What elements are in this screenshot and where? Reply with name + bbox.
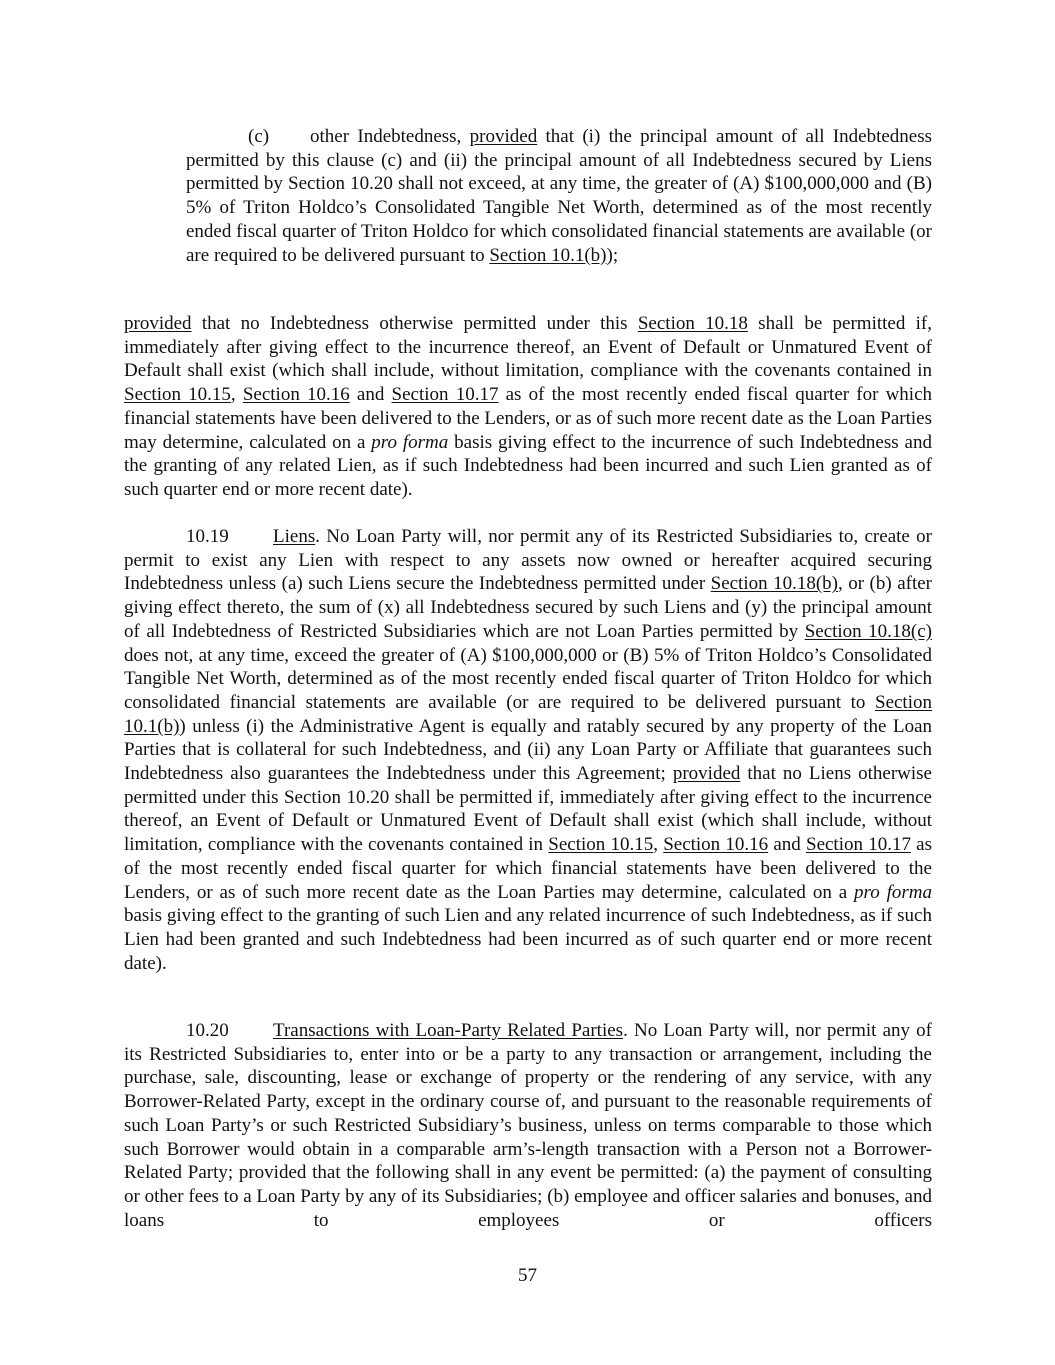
clause-label: (c)	[248, 126, 270, 147]
provided-term: provided	[469, 126, 538, 147]
italic-term: pro forma	[371, 431, 449, 453]
section-reference: Section 10.18	[637, 313, 748, 334]
section-reference: Section 10.17	[391, 384, 499, 406]
section-number: 10.20	[186, 1020, 229, 1041]
section-reference: Section 10.16	[663, 834, 769, 856]
page-number: 57	[518, 1265, 537, 1286]
section-heading: Liens	[273, 526, 316, 547]
provided-term: provided	[124, 313, 192, 334]
provided-term: provided	[672, 763, 741, 785]
section-reference: Section 10.18(b)	[710, 573, 839, 595]
section-reference: Section 10.15	[548, 834, 654, 856]
section-reference: Section 10.17	[806, 834, 911, 856]
clause-c-paragraph: (c) other Indebtedness, provided that (i) the principal amount of all Indebtedness permitted by this clause (c) and (ii) the principal amount of all Indebtedness secured by Liens permitted by Section 10.20 shall not exceed, at any time, the greater of (A) $100,000,000 and (B) 5% of Triton Holdco’s Consolidated Tangible Net Worth, determined as of the most recently ended fiscal quarter of Triton Holdco for which consolidated financial statements are available (or are required to be delivered pursuant to Section 10.1(b));	[186, 126, 933, 266]
section-reference: Section 10.16	[242, 384, 350, 406]
section-reference: Section 10.18(c)	[804, 620, 933, 642]
section-reference: Section 10.1(b)	[489, 244, 607, 266]
section-10-19-paragraph: 10.19 Liens. No Loan Party will, nor permit any of its Restricted Subsidiaries to, create or permit to exist any Lien with respect to any assets now owned or hereafter acquired securing Indebtedness unless (a) such Liens secure the Indebtedness permitted under Section 10.18(b), or (b) after giving effect thereto, the sum of (x) all Indebtedness secured by such Liens and (y) the principal amount of all Indebtedness of Restricted Subsidiaries which are not Loan Parties permitted by Section 10.18(c) does not, at any time, exceed the greater of (A) $100,000,000 or (B) 5% of Triton Holdco’s Consolidated Tangible Net Worth, determined as of the most recently ended fiscal quarter of Triton Holdco for which consolidated financial statements are available (or are required to be delivered pursuant to Section 10.1(b)) unless (i) the Administrative Agent is equally and ratably secured by any property of the Loan Parties that is collateral for such Indebtedness, and (ii) any Loan Party or Affiliate that guarantees such Indebtedness also guarantees the Indebtedness under this Agreement; provided that no Liens otherwise permitted under this Section 10.20 shall be permitted if, immediately after giving effect to the incurrence thereof, an Event of Default or Unmatured Event of Default shall exist (which shall include, without limitation, compliance with the covenants contained in Section 10.15, Section 10.16 and Section 10.17 as of the most recently ended fiscal quarter for which financial statements have been delivered to the Lenders, or as of such more recent date as the Loan Parties may determine, calculated on a pro forma basis giving effect to the granting of such Lien and any related incurrence of such Indebtedness, as if such Lien had been granted and such Indebtedness had been incurred as of such quarter end or more recent date).	[124, 526, 933, 974]
section-10-20-paragraph: 10.20 Transactions with Loan-Party Related Parties. No Loan Party will, nor permit any of its Restricted Subsidiaries to, enter into or be a party to any transaction or arrangement, including the purchase, sale, discounting, lease or exchange of property or the rendering of any service, with any Borrower-Related Party, except in the ordinary course of, and pursuant to the reasonable requirements of such Loan Party’s or such Restricted Subsidiary’s business, unless on terms comparable to those which such Borrower would obtain in a comparable arm’s-length transaction with a Person not a Borrower-Related Party; provided that the following shall in any event be permitted: (a) the payment of consulting or other fees to a Loan Party by any of its Subsidiaries; (b) employee and officer salaries and bonuses, and loans to employees or officers	[124, 1020, 933, 1231]
section-reference: Section 10.15	[124, 384, 231, 406]
section-heading: Transactions with Loan-Party Related Parties	[273, 1020, 624, 1041]
section-number: 10.19	[186, 526, 229, 547]
italic-term: pro forma	[854, 881, 932, 903]
proviso-paragraph: provided that no Indebtedness otherwise permitted under this Section 10.18 shall be permitted if, immediately after giving effect to the incurrence thereof, an Event of Default or Unmatured Event of Default shall exist (which shall include, without limitation, compliance with the covenants contained in Section 10.15, Section 10.16 and Section 10.17 as of the most recently ended fiscal quarter for which financial statements have been delivered to the Lenders, or as of such more recent date as the Loan Parties may determine, calculated on a pro forma basis giving effect to the incurrence of such Indebtedness and the granting of any related Lien, as if such Indebtedness had been incurred and such Lien granted as of such quarter end or more recent date).	[124, 313, 933, 500]
section-reference: Section 10.1(b)	[124, 691, 932, 737]
